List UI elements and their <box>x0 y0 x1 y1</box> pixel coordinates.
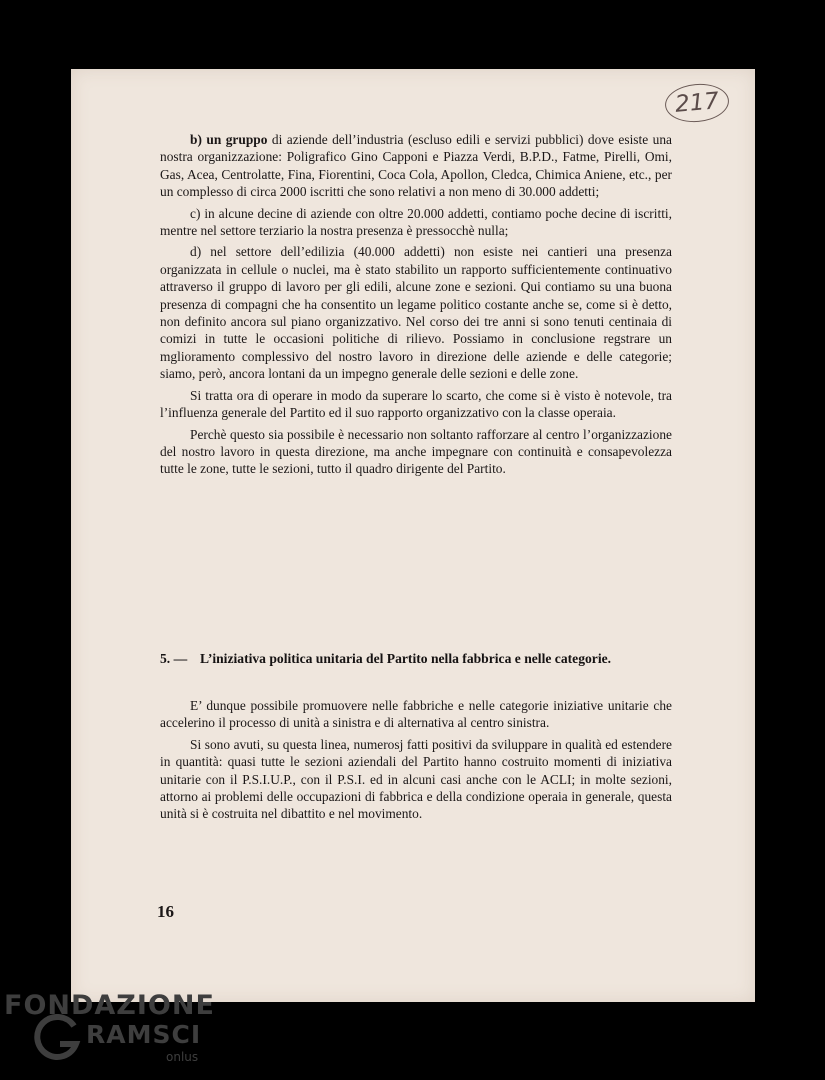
paragraph-b-lead: b) un gruppo <box>190 132 268 147</box>
paragraph-perche: Perchè questo sia possibile è necessario non soltanto rafforzare al centro l’organizzazione del nostro lavoro in questa direzione, ma anche impegnare con continuità e consapevolezza tutte le zone, tutte le sezioni, tutto il quadro dirigente del Partito. <box>160 426 672 477</box>
paragraph-promuovere: E’ dunque possibile promuovere nelle fabbriche e nelle categorie iniziative unitarie che accelerino il processo di unità a sinistra e di alternativa al centro sinistra. <box>160 698 672 731</box>
section-number: 5. — <box>160 651 188 666</box>
paragraph-b-text: di aziende dell’industria (escluso edili e servizi pubblici) dove esiste una nostra organizzazione: Poligrafico Gino Capponi e Piazza Verdi, B.P.D., Fatme, Pirelli, Omi, Gas, Acea, Centrolatte, Fina, Fiorentini, Coca Cola, Apollon, Cledca, Chimica Aniene, etc., per un complesso di circa 2000 iscritti che sono relativi a non meno di 30.000 addetti; <box>160 132 672 200</box>
section-heading <box>160 650 672 668</box>
paragraph-scarto: Si tratta ora di operare in modo da superare lo scarto, che come si è visto è notevole, tra l’influenza generale del Partito ed il suo rapporto organizzativo con la classe operaia. <box>160 387 672 421</box>
paragraph-d: d) nel settore dell’edilizia (40.000 addetti) non esiste nei cantieri una presenza organizzata in cellule o nuclei, ma è stato stabilito un rapporto sufficientemente continuativo attraverso il gruppo di lavoro per gli edili, alcune zone e sezioni. Qui contiamo su una buona presenza di compagni che ha consentito un legame politico costante anche se, come si è detto, non definito ancora sul piano organizzativo. Nel corso dei tre anni si sono tenuti centinaia di comizi in tutte le occasioni politiche di rilievo. Possiamo in conclusione regstrare un mglioramento complessivo del nostro lavoro in direzione delle aziende e delle categorie; siamo, però, ancora lontani da un impegno generale delle sezioni e delle zone. <box>160 244 672 382</box>
paragraph-fatti-positivi: Si sono avuti, su questa linea, numerosj fatti positivi da sviluppare in qualità ed estendere in quantità: quasi tutte le sezioni aziendali del Partito hanno costruito momenti di iniziativa unitarie con il P.S.I.U.P., con il P.S.I. ed in alcuni casi anche con le ACLI; in molte sezioni, attorno ai problemi delle occupazioni di fabbrica e della condizione operaia in generale, questa unità si è costruita nel dibattito e nel movimento. <box>160 736 672 822</box>
body-text-bottom <box>160 697 672 823</box>
fondazione-gramsci-watermark <box>4 990 215 1076</box>
watermark-line1: FONDAZIONE <box>4 990 215 1021</box>
section-title: L’iniziativa politica unitaria del Partito nella fabbrica e nelle categorie. <box>200 651 612 666</box>
gramsci-g-logo-icon <box>34 1014 82 1062</box>
paragraph-c: c) in alcune decine di aziende con oltre 20.000 addetti, contiamo poche decine di iscritti, mentre nel settore terziario la nostra presenza è pressocchè nulla; <box>160 205 672 239</box>
watermark-line3: onlus <box>166 1050 199 1064</box>
page-number: 16 <box>157 902 174 921</box>
paragraph-b <box>160 131 672 201</box>
watermark-line2: RAMSCI <box>86 1020 202 1049</box>
archive-stamp-number: 217 <box>663 81 730 124</box>
body-text-top <box>160 131 672 478</box>
